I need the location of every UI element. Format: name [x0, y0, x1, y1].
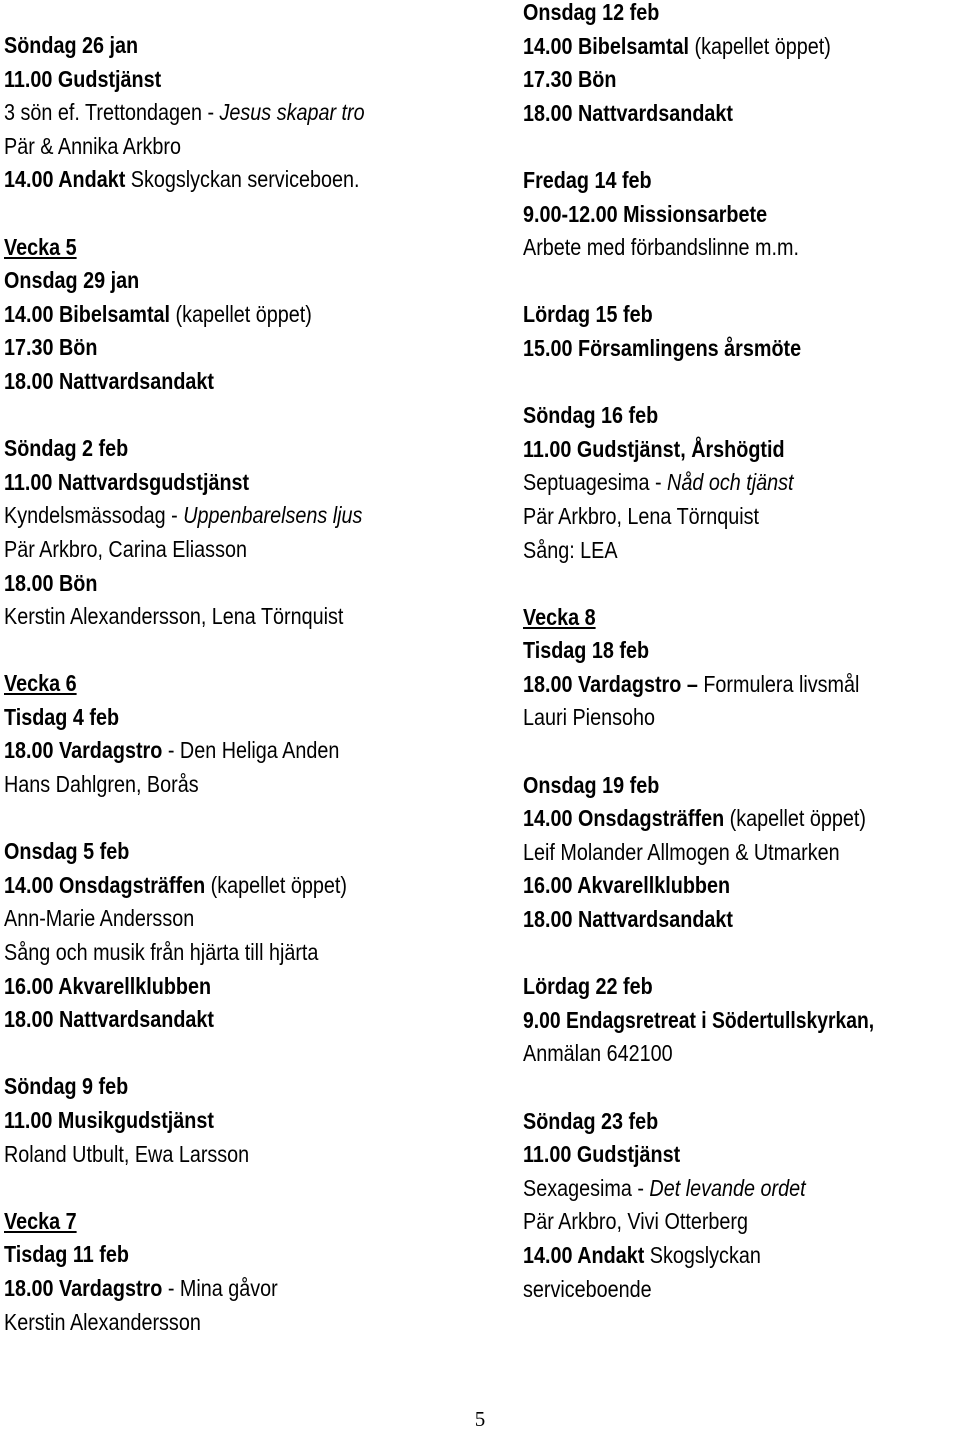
missionsarbete-description: Arbete med förbandslinne m.m. — [523, 234, 799, 261]
week-heading: Vecka 8 — [523, 603, 596, 630]
service-line: 11.00 Nattvardsgudstjänst — [4, 468, 250, 495]
onsdagstraffen-note: (kapellet öppet) — [205, 871, 348, 898]
andakt-place: Skogslyckan serviceboen. — [125, 166, 360, 193]
service-line: 11.00 Gudstjänst — [523, 1141, 681, 1168]
service-line: 11.00 Gudstjänst, Årshögtid — [523, 435, 785, 462]
akvarell-line: 16.00 Akvarellklubben — [523, 872, 731, 899]
service-description — [523, 466, 899, 500]
andakt-place: Skogslyckan — [644, 1241, 761, 1268]
bibelsamtal-time: 14.00 Bibelsamtal — [523, 32, 690, 59]
week-8-section — [523, 601, 960, 735]
left-column — [4, 29, 504, 1339]
description-text: Septuagesima - — [523, 469, 668, 496]
week-7-section — [4, 1205, 504, 1339]
day-heading: Lördag 22 feb — [523, 973, 653, 1000]
day-heading: Onsdag 12 feb — [523, 0, 660, 25]
description-text: 3 sön ef. Trettondagen - — [4, 99, 220, 126]
bon-line: 18.00 Bön — [4, 569, 98, 596]
day-heading: Onsdag 5 feb — [4, 838, 130, 865]
description-theme: Uppenbarelsens ljus — [183, 502, 363, 529]
description-theme: Jesus skapar tro — [219, 99, 365, 126]
description-theme: Det levande ordet — [649, 1174, 806, 1201]
andakt-place-continued: serviceboende — [523, 1275, 652, 1302]
page-number: 5 — [474, 1407, 486, 1431]
vardagstro-topic: - Den Heliga Anden — [162, 737, 340, 764]
week-heading: Vecka 6 — [4, 670, 77, 697]
day-heading: Tisdag 11 feb — [4, 1241, 129, 1268]
week-5-section — [4, 231, 504, 399]
bibelsamtal-line — [523, 30, 899, 64]
vardagstro-people: Kerstin Alexandersson — [4, 1308, 201, 1335]
onsdagstraffen-description: Sång och musik från hjärta till hjärta — [4, 939, 319, 966]
vardagstro-line — [523, 668, 899, 702]
vardagstro-topic: Formulera livsmål — [703, 670, 860, 697]
bibelsamtal-time: 14.00 Bibelsamtal — [4, 300, 171, 327]
vardagstro-dash: – — [681, 670, 704, 697]
vardagstro-people: Lauri Piensoho — [523, 704, 655, 731]
week-6-section — [4, 667, 504, 801]
event-onsdag-19-feb — [523, 769, 960, 937]
service-people: Roland Utbult, Ewa Larsson — [4, 1140, 250, 1167]
bibelsamtal-note: (kapellet öppet) — [689, 32, 831, 59]
service-description — [4, 499, 434, 533]
andakt-time: 14.00 Andakt — [4, 166, 126, 193]
event-lordag-15-feb — [523, 298, 960, 365]
day-heading: Söndag 9 feb — [4, 1073, 129, 1100]
day-heading: Söndag 2 feb — [4, 435, 129, 462]
bon-line: 17.30 Bön — [523, 66, 617, 93]
event-sondag-16-feb — [523, 399, 960, 567]
akvarell-line: 16.00 Akvarellklubben — [4, 972, 212, 999]
service-people: Pär Arkbro, Vivi Otterberg — [523, 1208, 748, 1235]
bon-line: 17.30 Bön — [4, 334, 98, 361]
bibelsamtal-note: (kapellet öppet) — [170, 300, 312, 327]
day-heading: Fredag 14 feb — [523, 166, 652, 193]
andakt-line — [4, 163, 434, 197]
onsdagstraffen-note: (kapellet öppet) — [724, 805, 867, 832]
onsdagstraffen-people: Leif Molander Allmogen & Utmarken — [523, 838, 840, 865]
day-heading: Söndag 26 jan — [4, 32, 139, 58]
day-heading: Onsdag 19 feb — [523, 771, 660, 798]
onsdagstraffen-line — [523, 802, 899, 836]
onsdagstraffen-people: Ann-Marie Andersson — [4, 905, 195, 932]
onsdagstraffen-time: 14.00 Onsdagsträffen — [4, 871, 206, 898]
event-fredag-14-feb — [523, 164, 960, 265]
onsdagstraffen-time: 14.00 Onsdagsträffen — [523, 805, 725, 832]
day-heading: Söndag 23 feb — [523, 1107, 659, 1134]
event-sondag-9-feb — [4, 1070, 504, 1171]
nattvard-line: 18.00 Nattvardsandakt — [4, 1006, 215, 1033]
description-text: Kyndelsmässodag - — [4, 502, 184, 529]
day-heading: Tisdag 4 feb — [4, 703, 120, 730]
onsdagstraffen-line — [4, 869, 434, 903]
week-heading: Vecka 7 — [4, 1207, 77, 1234]
service-line: 11.00 Musikgudstjänst — [4, 1107, 214, 1133]
service-description — [523, 1172, 899, 1206]
bibelsamtal-line — [4, 298, 434, 332]
retreat-line: 9.00 Endagsretreat i Södertullskyrkan, — [523, 1006, 875, 1033]
service-people: Pär Arkbro, Lena Törnquist — [523, 502, 760, 529]
day-heading: Tisdag 18 feb — [523, 637, 650, 664]
vardagstro-time: 18.00 Vardagstro — [4, 1274, 163, 1301]
nattvard-line: 18.00 Nattvardsandakt — [4, 367, 215, 394]
andakt-time: 14.00 Andakt — [523, 1241, 645, 1268]
day-heading: Onsdag 29 jan — [4, 267, 140, 294]
missionsarbete-line: 9.00-12.00 Missionsarbete — [523, 200, 768, 227]
vardagstro-people: Hans Dahlgren, Borås — [4, 771, 199, 798]
vardagstro-line — [4, 1272, 434, 1306]
event-lordag-22-feb — [523, 970, 960, 1071]
service-line: 11.00 Gudstjänst — [4, 65, 162, 92]
bon-people: Kerstin Alexandersson, Lena Törnquist — [4, 603, 344, 630]
service-people: Pär Arkbro, Carina Eliasson — [4, 535, 247, 562]
arsmote-line: 15.00 Församlingens årsmöte — [523, 334, 802, 361]
event-onsdag-5-feb — [4, 835, 504, 1037]
event-sondag-23-feb — [523, 1105, 960, 1307]
sang-line: Sång: LEA — [523, 536, 618, 563]
nattvard-line: 18.00 Nattvardsandakt — [523, 906, 734, 933]
event-sondag-26-jan — [4, 29, 504, 197]
day-heading: Lördag 15 feb — [523, 301, 653, 328]
vardagstro-topic: - Mina gåvor — [162, 1274, 278, 1301]
vardagstro-time: 18.00 Vardagstro — [523, 670, 682, 697]
nattvard-line: 18.00 Nattvardsandakt — [523, 99, 734, 126]
event-onsdag-12-feb — [523, 0, 960, 130]
andakt-line — [523, 1239, 899, 1273]
right-column — [523, 0, 960, 1306]
anmalan-line: Anmälan 642100 — [523, 1040, 673, 1067]
description-theme: Nåd och tjänst — [667, 469, 794, 496]
service-description — [4, 96, 434, 130]
service-people: Pär & Annika Arkbro — [4, 132, 182, 159]
description-text: Sexagesima - — [523, 1174, 650, 1201]
day-heading: Söndag 16 feb — [523, 402, 659, 429]
event-sondag-2-feb — [4, 432, 504, 634]
vardagstro-time: 18.00 Vardagstro — [4, 737, 163, 764]
week-heading: Vecka 5 — [4, 233, 77, 260]
vardagstro-line — [4, 734, 434, 768]
